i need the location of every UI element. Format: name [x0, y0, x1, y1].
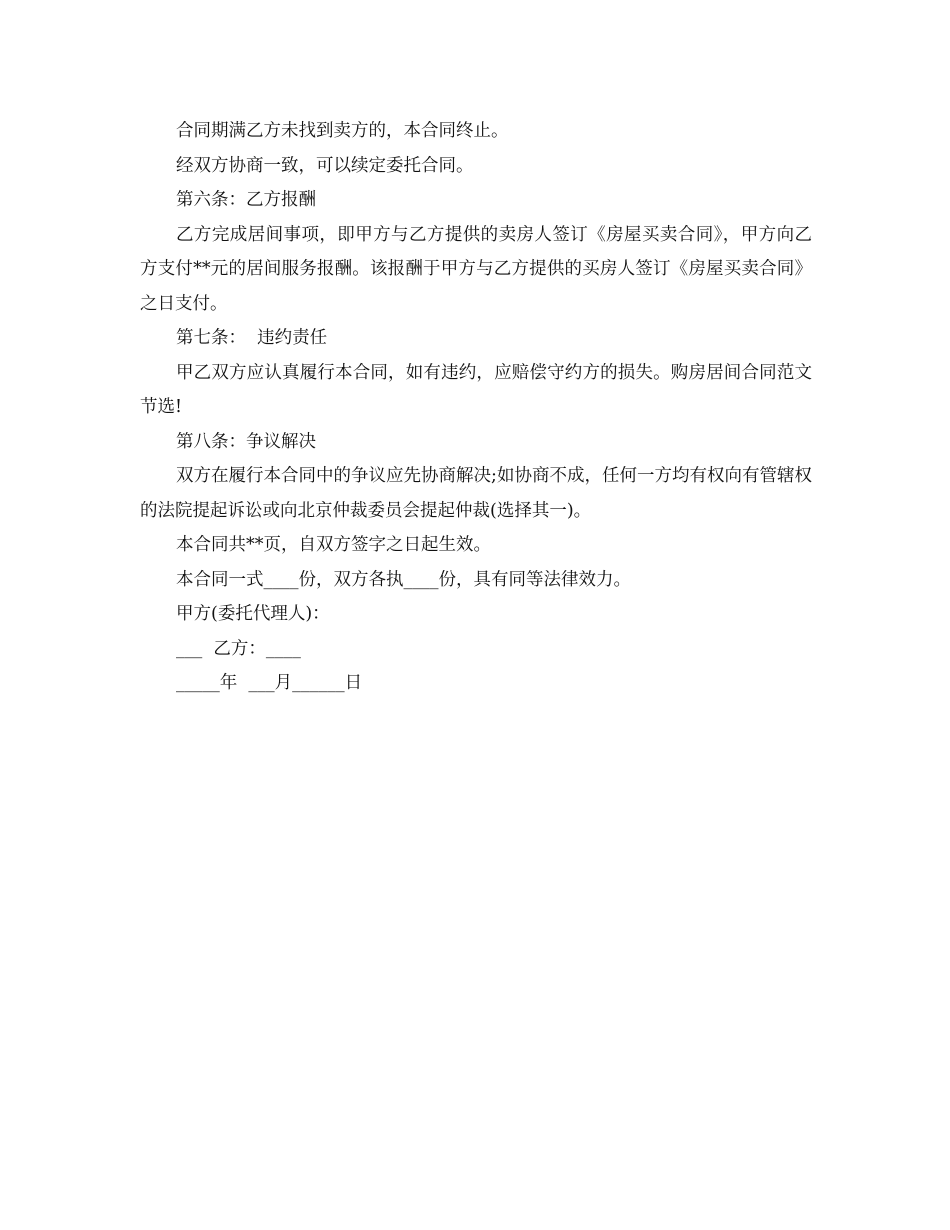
signature-party-b: ___ 乙方：____	[176, 638, 301, 659]
paragraph-pages: 本合同共**页，自双方签字之日起生效。	[176, 535, 491, 555]
signature-date: _____年 ___月______日	[176, 673, 363, 693]
heading-article-8: 第八条：争议解决	[176, 431, 316, 452]
paragraph-liability: 甲乙双方应认真履行本合同，如有违约，应赔偿守约方的损失。购房居间合同范文节选!	[140, 362, 812, 417]
heading-article-7: 第七条： 违约责任	[176, 328, 328, 348]
paragraph-copies: 本合同一式____份，双方各执____份，具有同等法律效力。	[176, 569, 631, 590]
document-body	[140, 114, 812, 701]
paragraph-remuneration: 乙方完成居间事项，即甲方与乙方提供的卖房人签订《房屋买卖合同》，甲方向乙方支付**元的居间服务报酬。该报酬于甲方与乙方提供的买房人签订《房屋买卖合同》之日支付。	[140, 224, 812, 314]
paragraph-dispute: 双方在履行本合同中的争议应先协商解决;如协商不成，任何一方均有权向有管辖权的法院提起诉讼或向北京仲裁委员会提起仲裁(选择其一)。	[140, 466, 812, 521]
signature-party-a: 甲方(委托代理人)：	[176, 604, 330, 624]
paragraph-term-expiry: 合同期满乙方未找到卖方的，本合同终止。	[176, 121, 509, 141]
paragraph-renewal: 经双方协商一致，可以续定委托合同。	[176, 155, 474, 176]
heading-article-6: 第六条：乙方报酬	[176, 190, 316, 210]
